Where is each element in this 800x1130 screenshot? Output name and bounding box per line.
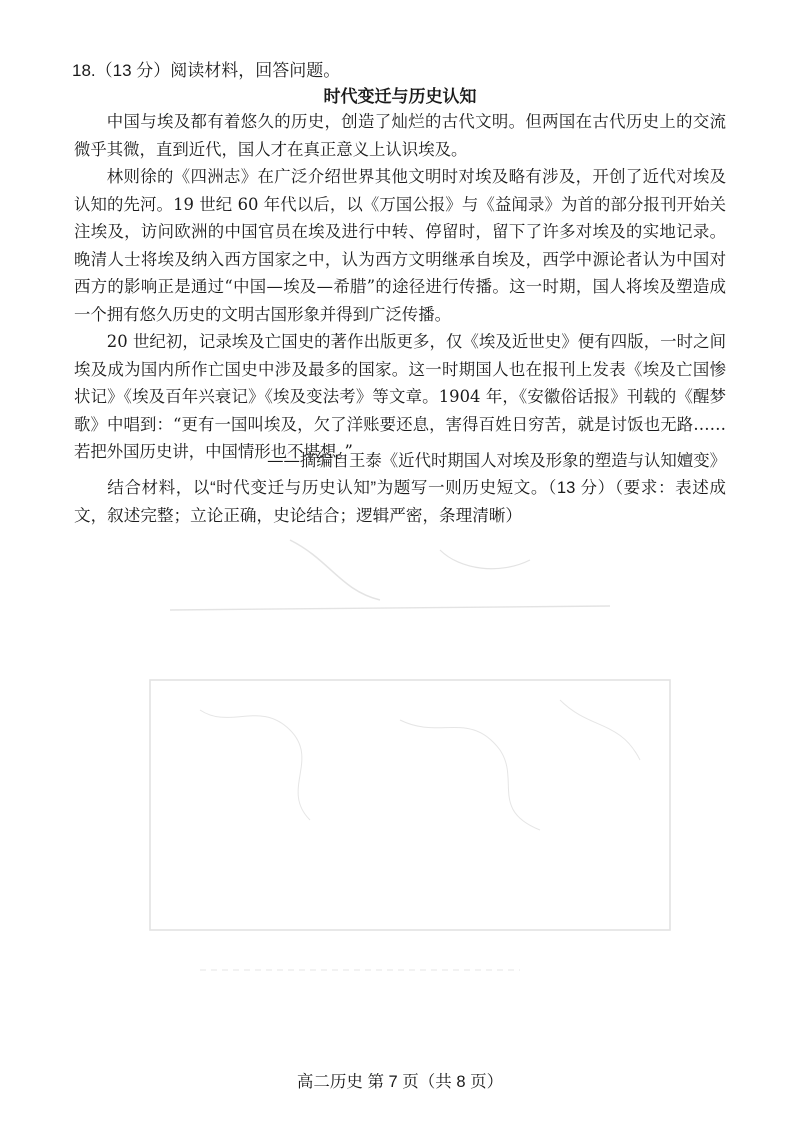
passage-paragraph-3: 20 世纪初，记录埃及亡国史的著作出版更多，仅《埃及近世史》便有四版，一时之间埃及成为国内所作亡国史中涉及最多的国家。这一时期国人也在报刊上发表《埃及亡国惨状记》《埃及百年兴衰记》《埃及变法考》等文章。1904 年，《安徽俗话报》刊载的《醒梦歌》中唱到：“更有一国叫埃及，欠了洋账要还息，害得百姓日穷苦，就是讨饭也无路……若把外国历史讲，中国情形也不堪想。” (74, 332, 726, 461)
page-footer: 高二历史 第 7 页（共 8 页） (296, 1073, 504, 1091)
task-prompt: 结合材料，以“时代变迁与历史认知”为题写一则历史短文。（13 分）（要求：表述成文，叙述完整；立论正确，史论结合；逻辑严密，条理清晰） (74, 478, 726, 525)
passage-paragraph-2: 林则徐的《四洲志》在广泛介绍世界其他文明时对埃及略有涉及，开创了近代对埃及认知的先河。19 世纪 60 年代以后，以《万国公报》与《益闻录》为首的部分报刊开始关注埃及，访问欧洲的中国官员在埃及进行中转、停留时，留下了许多对埃及的实地记录。晚清人士将埃及纳入西方国家之中，认为西方文明继承自埃及，西学中源论者认为中国对西方的影响正是通过“中国—埃及—希腊”的途径进行传播。这一时期，国人将埃及塑造成一个拥有悠久历史的文明古国形象并得到广泛传播。 (74, 167, 726, 324)
question-header: 18.（13 分）阅读材料，回答问题。 (72, 61, 341, 80)
passage-title: 时代变迁与历史认知 (323, 87, 477, 106)
reverse-side-bleed-through (140, 530, 700, 1000)
passage-body (74, 108, 726, 466)
passage-source: ——摘编自王泰《近代时期国人对埃及形象的塑造与认知嬗变》 (267, 451, 726, 470)
passage-paragraph-1: 中国与埃及都有着悠久的历史，创造了灿烂的古代文明。但两国在古代历史上的交流微乎其微，直到近代，国人才在真正意义上认识埃及。 (74, 112, 726, 159)
